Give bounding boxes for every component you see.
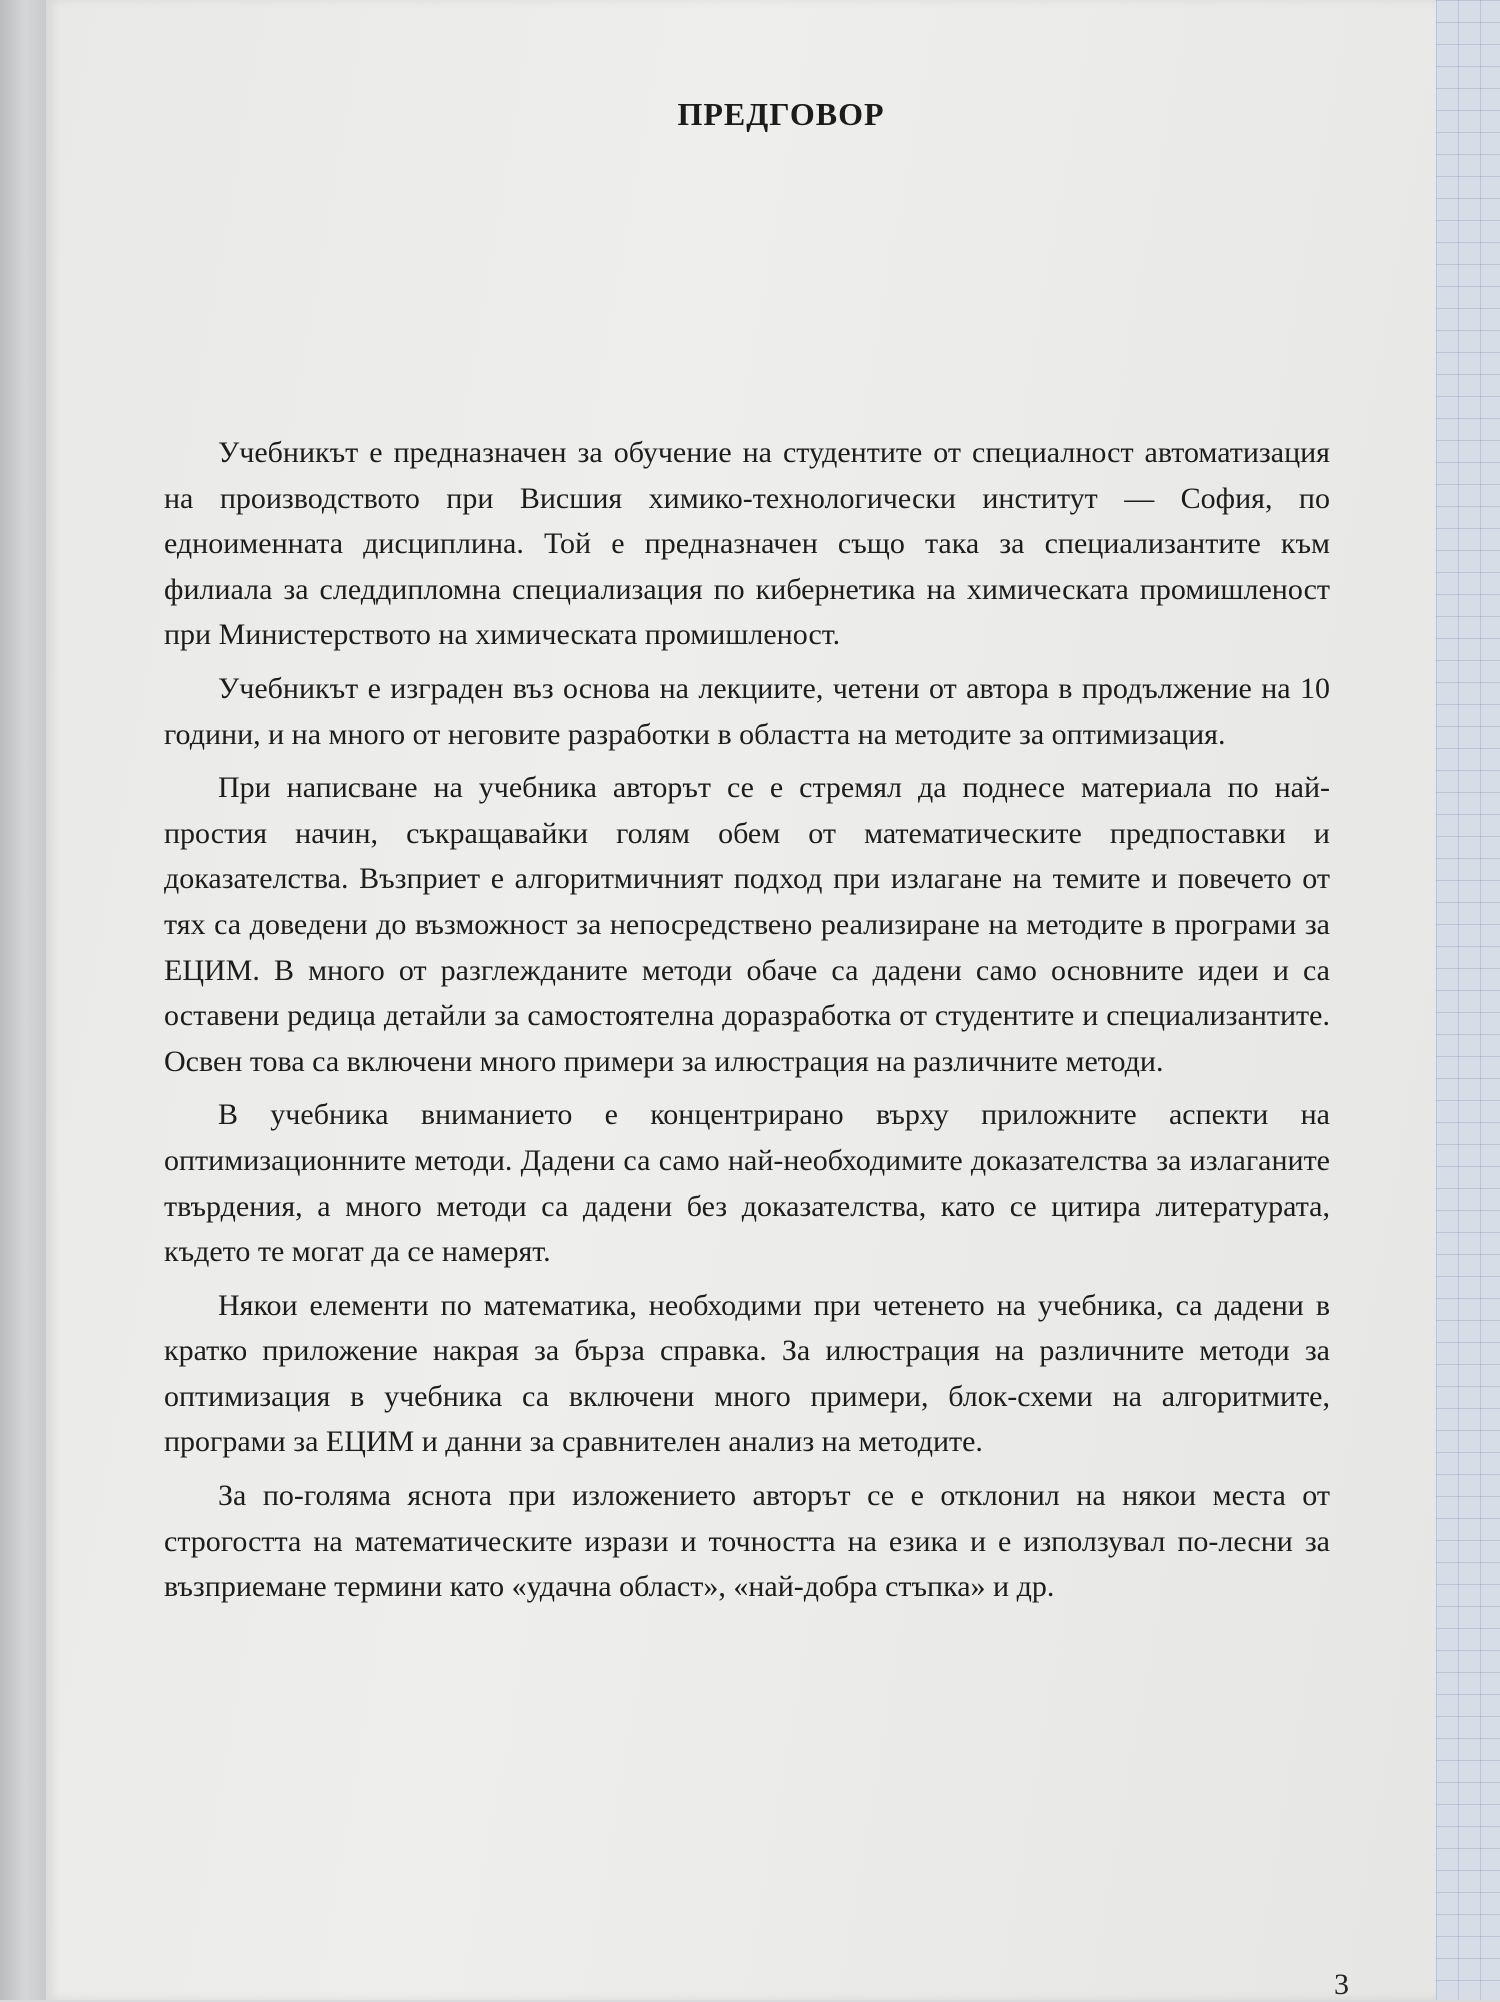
paragraph-1: Учебникът е предназначен за обучение на студентите от специалност автоматизация на производството при Висшия химико-технологически институт — София, по едноименната дисциплина. Той е предназначен също така за специализантите към филиала за следдипломна специализация по кибернетика на химическата промишленост при Министерството на химическата промишленост. — [164, 436, 1330, 652]
paragraph-5: Някои елементи по математика, необходими при четенето на учебника, са дадени в кратко приложение накрая за бърза справка. За илюстрация на различните методи за оптимизация в учебника са включени много примери, блок-схеми на алгоритмите, програми за ЕЦИМ и данни за сравнителен анализ на методите. — [164, 1288, 1330, 1459]
graph-paper-strip — [1436, 0, 1500, 2000]
preface-body — [164, 430, 1330, 1610]
book-gutter — [0, 0, 46, 2000]
paragraph-2: Учебникът е изграден въз основа на лекциите, четени от автора в продължение на 10 години, и на много от неговите разработки в областта на методите за оптимизация. — [164, 671, 1330, 751]
paragraph-6: За по-голяма яснота при изложението авторът се е отклонил на някои места от строгостта на математическите изрази и точността на езика и е използувал по-лесни за възприемане термини като «удачна област», «най-добра стъпка» и др. — [164, 1479, 1330, 1604]
book-page — [46, 0, 1436, 2000]
page-heading: ПРЕДГОВОР — [677, 96, 885, 132]
paragraph-4: В учебника вниманието е концентрирано върху приложните аспекти на оптимизационните методи. Дадени са само най-необходимите доказателства за излаганите твърдения, а много методи са дадени без доказателства, като се цитира литературата, където те могат да се намерят. — [164, 1098, 1330, 1269]
page-number: 3 — [1334, 1968, 1349, 2001]
paragraph-3: При написване на учебника авторът се е стремял да поднесе материала по най-простия начин, съкращавайки голям обем от математическите предпоставки и доказателства. Възприет е алгоритмичният подход при излагане на темите и повечето от тях са доведени до възможност за непосредствено реализиране на методите в програми за ЕЦИМ. В много от разглежданите методи обаче са дадени само основните идеи и са оставени редица детайли за самостоятелна доразработка от студентите и специализантите. Освен това са включени много примери за илюстрация на различните методи. — [164, 771, 1330, 1078]
